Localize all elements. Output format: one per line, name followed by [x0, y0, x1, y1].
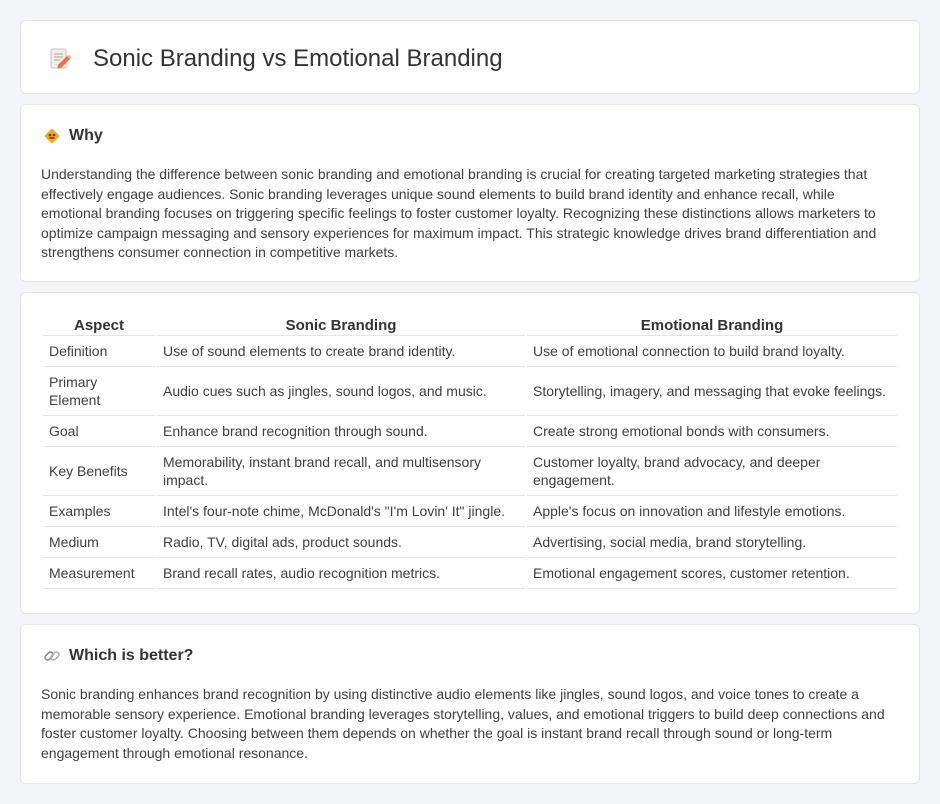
link-icon: [43, 647, 61, 665]
row-emotional: Create strong emotional bonds with consumers.: [527, 416, 897, 447]
row-emotional: Use of emotional connection to build brand loyalty.: [527, 336, 897, 367]
why-title: Why: [69, 127, 103, 144]
row-sonic: Use of sound elements to create brand identity.: [157, 336, 525, 367]
row-sonic: Radio, TV, digital ads, product sounds.: [157, 527, 525, 558]
why-section: [20, 104, 920, 282]
title-row: [47, 45, 503, 73]
table-row: [43, 447, 897, 496]
why-body: Understanding the difference between sonic branding and emotional branding is crucial for creating targeted marketing strategies that effectively engage audiences. Sonic branding leverages unique sound elements to build brand identity and enhance recall, while emotional branding focuses on triggering specific feelings to foster customer loyalty. Recognizing these distinctions allows marketers to optimize campaign messaging and sensory experiences for maximum impact. This strategic knowledge drives brand differentiation and strengthens consumer connection in competitive markets.: [41, 166, 877, 261]
better-heading: [43, 647, 193, 665]
table-row: [43, 527, 897, 558]
row-aspect: Measurement: [43, 558, 155, 589]
table-row: [43, 367, 897, 416]
row-aspect: Definition: [43, 336, 155, 367]
row-sonic: Memorability, instant brand recall, and multisensory impact.: [157, 447, 525, 496]
why-heading: [43, 127, 103, 145]
table-row: [43, 558, 897, 589]
table-header-row: [43, 315, 897, 336]
row-emotional: Emotional engagement scores, customer retention.: [527, 558, 897, 589]
row-aspect: Primary Element: [43, 367, 155, 416]
header-emotional-branding: Emotional Branding: [527, 315, 897, 336]
warning-sign-icon: [43, 127, 61, 145]
page-title: Sonic Branding vs Emotional Branding: [93, 45, 503, 72]
table-row: [43, 336, 897, 367]
row-sonic: Intel's four-note chime, McDonald's "I'm Lovin' It" jingle.: [157, 496, 525, 527]
row-aspect: Goal: [43, 416, 155, 447]
row-emotional: Advertising, social media, brand storytelling.: [527, 527, 897, 558]
row-emotional: Customer loyalty, brand advocacy, and deeper engagement.: [527, 447, 897, 496]
header-sonic-branding: Sonic Branding: [157, 315, 525, 336]
row-sonic: Enhance brand recognition through sound.: [157, 416, 525, 447]
row-aspect: Medium: [43, 527, 155, 558]
document-pencil-icon: [47, 46, 73, 72]
row-emotional: Apple's focus on innovation and lifestyle emotions.: [527, 496, 897, 527]
row-sonic: Brand recall rates, audio recognition metrics.: [157, 558, 525, 589]
comparison-table: [41, 315, 899, 589]
row-sonic: Audio cues such as jingles, sound logos, and music.: [157, 367, 525, 416]
header-card: [20, 20, 920, 94]
row-aspect: Examples: [43, 496, 155, 527]
table-row: [43, 416, 897, 447]
which-is-better-section: [20, 624, 920, 784]
better-title: Which is better?: [69, 647, 194, 664]
better-body: Sonic branding enhances brand recognition by using distinctive audio elements like jingles, sound logos, and voice tones to create a memorable sensory experience. Emotional branding leverages storytelling, values, and emotional triggers to build deep connections and foster customer loyalty. Choosing between them depends on whether the goal is instant brand recall through sound or long-term engagement through emotional resonance.: [41, 686, 885, 761]
row-emotional: Storytelling, imagery, and messaging that evoke feelings.: [527, 367, 897, 416]
row-aspect: Key Benefits: [43, 447, 155, 496]
comparison-table-card: [20, 292, 920, 614]
header-aspect: Aspect: [43, 315, 155, 336]
table-row: [43, 496, 897, 527]
